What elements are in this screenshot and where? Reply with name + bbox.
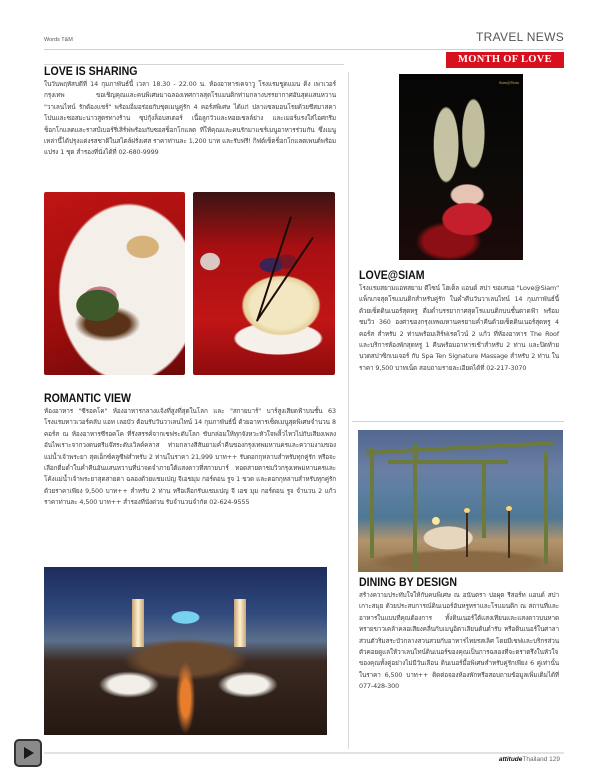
play-button[interactable] — [14, 739, 42, 767]
champagne-glasses-photo — [399, 74, 523, 260]
article-title: ROMANTIC VIEW — [44, 393, 131, 405]
article-love-is-sharing — [44, 66, 336, 159]
page-folio — [499, 756, 560, 763]
article-body: ในวันพฤหัสบดีที่ 14 กุมภาพันธ์นี้ เวลา 18.30 - 22.00 น. ห้องอาหารเคจาวู โรงแรมชูดแมน คิง เพาเวอร์ กรุงเทพ ขอเชิญคุณและคนพิเศษมาฉลองเทศกาลสุดโรแมนติกท่ามกลางบรรยากาศอันสุดแสนหวาน "วาเลนไทน์ รักต้องแชร์" พร้อมอิ่มอร่อยกับชุดเมนูคู่รัก 4 คอร์สพิเศษ ได้แก่ ปลาแซลมอนโรยด้วยชีสมาสคาโปนและซอสมะนาวสูตรทางร้าน ซุปกุ้งล็อบสเตอร์ เนื้อลูกวัวและหอยเชลล์ย่าง และเมอร์แรงใส่ไอศกรีมช็อกโกแลตและราสป์เบอร์รี่เสิร์ฟพร้อมกับซอสช็อกโกแลต ที่ให้คุณและคนรักมาแชร์เมนูอาหารร่วมกัน ซึ่งเมนูเหล่านี้ได้ปรุงแต่งรสชาติในสไตล์ฝรั่งเศส ราคาท่านละ 1,200 บาท และรับฟรี! กิฟต์เซ็ตช็อกโกแลตเพนต์พร้อมแปรง 1 ชุด สำรองที่นั่งได้ที่ 02-680-9999 — [44, 80, 336, 157]
right-column-divider — [352, 421, 564, 422]
page-number: 129 — [549, 756, 560, 763]
article-title: LOVE IS SHARING — [44, 66, 138, 78]
article-title: LOVE@SIAM — [359, 270, 425, 282]
tiki-torch — [508, 510, 510, 558]
pergola-beam — [388, 460, 508, 464]
left-column-rule — [44, 64, 344, 65]
pergola-pole — [370, 448, 374, 558]
tiki-torch — [466, 512, 468, 557]
magazine-brand-bold: attitude — [498, 756, 523, 763]
bottom-rule — [44, 752, 564, 754]
lamb-dish-photo — [44, 192, 185, 375]
meringue-dessert-photo — [193, 192, 335, 375]
section-label: TRAVEL NEWS — [476, 30, 564, 44]
rooftop-restaurant-photo — [44, 567, 327, 735]
pergola-pole — [482, 460, 486, 538]
article-romantic-view — [44, 393, 336, 509]
article-body: สร้างความประทับใจให้กับคนพิเศษ ณ อนันตรา บ่อผุด รีสอร์ท แอนด์ สปา เกาะสมุย ด้วยประสบการณ์ดินเนอร์อันหรูหราและโรแมนติก ณ สถานที่และอาหารในแบบที่คุณต้องการ ทั้งดินเนอร์ใต้แสงเทียนและแสงดาวบนหาดทรายขาวเคล้าคลอเสียงคลื่นกับเมนูอิตาเลียนต้นตำรับ หรือดินเนอร์ในศาลาส่วนตัวริมสระบัวกลางสวนสวยกับอาหารไทยรสเลิศ โดยมีเชฟและบริกรส่วนตัวคอยดูแลให้วาเลนไทน์ดินเนอร์ของคุณเป็นการฉลองที่จะตราตรึงในหัวใจของคุณทั้งคู่อย่างไม่มีวันเลือน ดินเนอร์มื้อพิเศษสำหรับคู่รักเพียง 6 คู่เท่านั้น ในราคา 6,500 บาท++ ติดต่อจองห้องพักหรือสอบถามข้อมูลเพิ่มเติมได้ที่ 077-428-300 — [359, 591, 559, 691]
siam-at-siam-logo: Siam@Siam — [498, 80, 519, 85]
pergola-pole — [413, 444, 417, 572]
column-divider — [348, 72, 349, 749]
play-icon — [21, 746, 35, 760]
magazine-brand: Thailand — [522, 756, 548, 763]
header-rule — [44, 49, 564, 50]
pillar-right — [234, 599, 246, 647]
article-title: DINING BY DESIGN — [359, 577, 457, 589]
beach-dinner-photo — [358, 430, 563, 572]
article-body: ห้องอาหาร "ซีรอคโค" ห้องอาหารกลางแจ้งที่สูงที่สุดในโลก และ "สกายบาร์" บาร์สูงเสียดฟ้าบนชั้น 63 โรงแรมทาวเวอร์คลับ แอท เลอบัว ต้อนรับวันวาเลนไทน์ 14 กุมภาพันธ์นี้ ด้วยอาหารเซ็ตเมนูสุดพิเศษจำนวน 8 คอร์ส ณ ห้องอาหารซีรอคโค ที่รังสรรค์จากเชฟระดับโลก ขับกล่อมให้ทุกจังหวะหัวใจพลิ้วไหวไปกับเสียงเพลงอันไพเราะจากวงดนตรีแจ๊สระดับเวิลด์คลาส ท่ามกลางสีสันยามค่ำคืนของกรุงเทพมหานครและความงามของแม่น้ำเจ้าพระยา สุดเอ็กซ์คลูซีฟสำหรับ 2 ท่านในราคา 21,999 บาท++ รับดอกกุหลาบสำหรับทุกคู่รัก หรือจะเลือกดื่มด่ำในค่ำคืนอันแสนหวานที่น่าจดจำภายใต้แสงดาวที่สกายบาร์ ทอดสายตาชมวิวกรุงเทพมหานครและโค้งแม่น้ำเจ้าพระยาสุดสายตา ฉลองด้วยแชมเปญ จีเอชมุม กอร์ดอน รูจ 1 ขวด และดอกกุหลาบสำหรับทุกคู่รัก ด้วยราคาเพียง 9,500 บาท++ สำหรับ 2 ท่าน หรือเลือกรับแชมเปญ จี เอช มุม กอร์ดอน รูจ จำนวน 2 แก้ว ราคาท่านละ 4,500 บาท++ สำรองที่นั่งด่วน รับจำนวนจำกัด 02-624-9555 — [44, 407, 336, 507]
byline-credit: Words T&M — [44, 37, 73, 43]
article-love-at-siam — [359, 270, 559, 374]
pillar-left — [132, 599, 144, 647]
article-body: โรงแรมสยามแอทสยาม ดีไซน์ โฮเต็ล แอนด์ สปา ขอเสนอ "Love@Siam" แพ็กเกจสุดโรแมนติกสำหรับคู่รัก ในค่ำคืนวันวาเลนไทน์ 14 กุมภาพันธ์นี้ ด้วยเซ็ตดินเนอร์สุดหรู ดื่มด่ำบรรยากาศสุดโรแมนติกบนชั้นดาดฟ้า พร้อมชมวิว 360 องศาของกรุงเทพมหานครยามค่ำคืนด้วยเซ็ตดินเนอร์สุดหรู 4 คอร์ส สำหรับ 2 ท่านพร้อมเสิร์ฟเรดไวน์ 2 แก้ว ที่ห้องอาหาร The Roof และบริการห้องพักสุดหรู 1 คืนพร้อมอาหารเช้าสำหรับ 2 ท่าน และปิดท้ายนวดสปาซิกเนเจอร์ กับ Spa Ten Signature Massage สำหรับ 2 ท่าน ในราคา 9,500 บาทเน็ต สอบถามรายละเอียดได้ที่ 02-217-3070 — [359, 284, 559, 372]
article-dining-by-design — [359, 577, 559, 693]
month-of-love-badge: MONTH OF LOVE — [446, 52, 564, 68]
pergola-pole — [544, 452, 548, 564]
pergola-beam — [366, 441, 554, 455]
